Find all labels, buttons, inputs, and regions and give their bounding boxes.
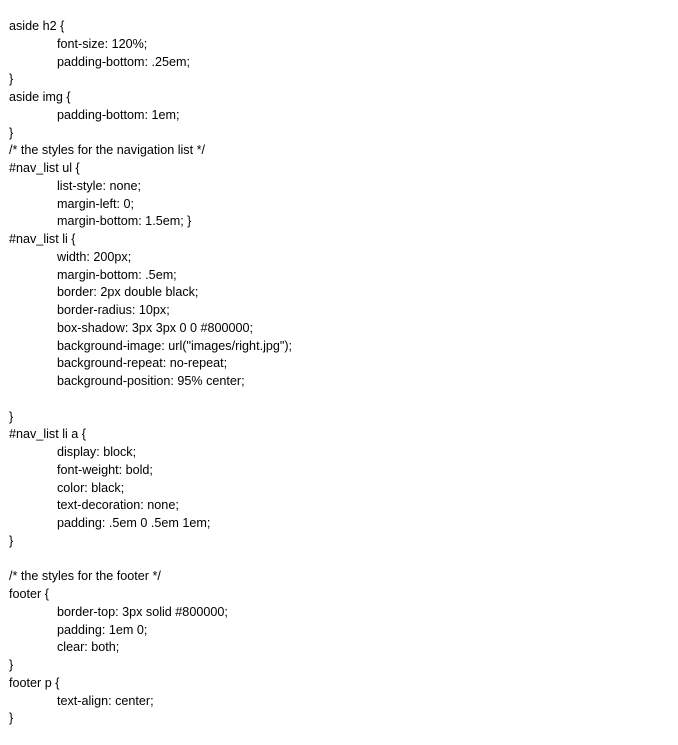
code-line: background-repeat: no-repeat; — [57, 356, 228, 371]
code-line: } — [9, 533, 14, 548]
code-line: margin-bottom: .5em; — [57, 267, 177, 282]
code-line: display: block; — [57, 445, 137, 459]
code-line: text-align: center; — [57, 693, 154, 708]
code-line: padding: 1em 0; — [57, 622, 148, 637]
code-line: list-style: none; — [57, 178, 141, 193]
code-line: background-image: url("images/right.jpg"); — [57, 338, 293, 353]
code-line: } — [9, 409, 14, 424]
code-line: color: black; — [57, 480, 125, 495]
code-line: /* the styles for the navigation list */ — [9, 143, 206, 158]
code-line: aside img { — [9, 90, 71, 104]
code-line: padding-bottom: .25em; — [57, 54, 191, 69]
code-line: width: 200px; — [57, 249, 132, 264]
code-line: } — [9, 72, 14, 87]
code-line: border: 2px double black; — [57, 285, 199, 300]
code-line: aside h2 { — [9, 19, 65, 33]
blank-line — [9, 391, 669, 409]
code-line: } — [9, 711, 14, 726]
code-line: box-shadow: 3px 3px 0 0 #800000; — [57, 320, 254, 335]
code-line: #nav_list ul { — [9, 161, 80, 175]
code-line: padding: .5em 0 .5em 1em; — [57, 516, 211, 530]
code-line: #nav_list li { — [9, 232, 76, 246]
code-line: border-radius: 10px; — [57, 303, 170, 317]
code-line: font-weight: bold; — [57, 462, 153, 477]
code-line: text-decoration: none; — [57, 498, 179, 513]
code-line: /* the styles for the footer */ — [9, 569, 161, 584]
code-line: #nav_list li a { — [9, 427, 87, 442]
code-line: footer { — [9, 587, 49, 601]
code-line: } — [9, 658, 14, 672]
code-line: footer p { — [9, 675, 60, 690]
blank-line — [9, 551, 669, 569]
code-line: font-size: 120%; — [57, 36, 148, 51]
code-line: background-position: 95% center; — [57, 374, 245, 388]
code-line: clear: both; — [57, 640, 120, 655]
code-line: margin-left: 0; — [57, 196, 134, 211]
code-line: padding-bottom: 1em; — [57, 107, 180, 122]
code-line: margin-bottom: 1.5em; } — [57, 214, 192, 229]
css-code-document — [9, 18, 669, 728]
code-line: } — [9, 125, 14, 140]
code-line: border-top: 3px solid #800000; — [57, 604, 228, 619]
